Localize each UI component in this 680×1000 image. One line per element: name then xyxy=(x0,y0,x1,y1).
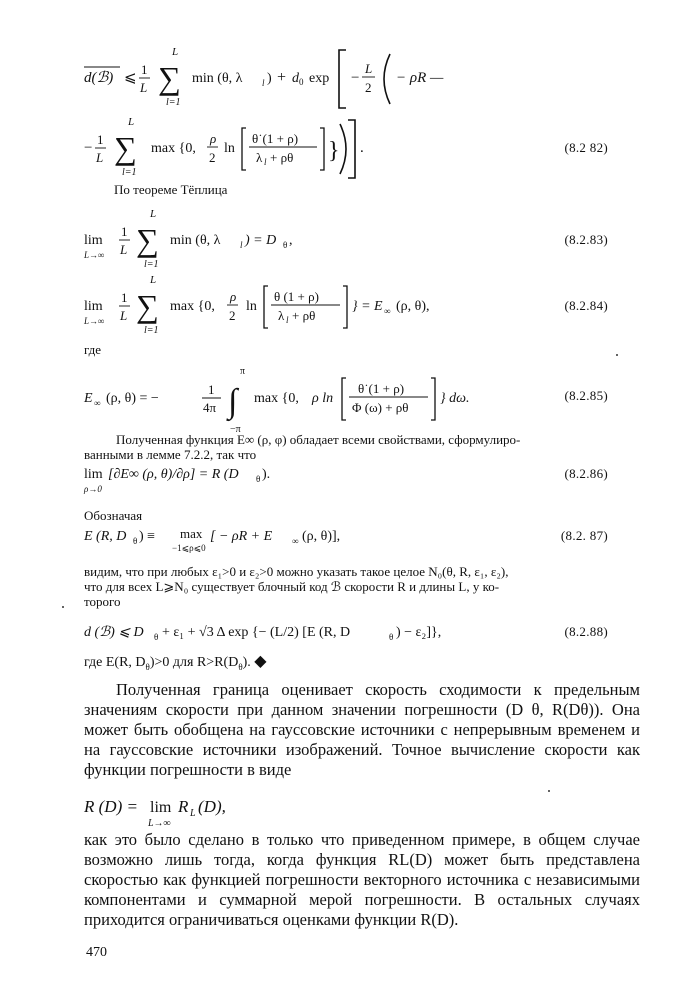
equation-8-2-86 xyxy=(84,460,644,500)
eq86-d-sub: θ xyxy=(256,474,261,484)
eq82-sum-top: L xyxy=(172,46,179,58)
eq82b-rho-num: ρ xyxy=(210,131,217,146)
eq84-inner-den-rest: + ρθ xyxy=(292,308,316,323)
eq87-max-sub: −1⩽ρ⩽0 xyxy=(172,543,206,553)
eq87-lhs: E (R, D xyxy=(84,529,127,544)
eq84-rhs: } = E xyxy=(352,299,383,314)
eq82-plus: + xyxy=(277,69,287,86)
equation-rd-limit xyxy=(84,792,644,832)
eq82-min-close: ) xyxy=(267,71,272,86)
eq82-neg-frac-den: 2 xyxy=(365,80,372,95)
eq86-body: [∂E∞ (ρ, θ)/∂ρ] = R (D xyxy=(108,467,239,482)
eq84-frac-den: L xyxy=(120,308,128,323)
eq85-inner-left-bracket xyxy=(342,378,346,420)
eq87-body: [ − ρR + E xyxy=(210,529,273,544)
print-speck xyxy=(62,606,64,608)
eq86-lim: lim xyxy=(84,467,103,482)
eq-rd-lim-sub: L→∞ xyxy=(148,818,171,829)
eq83-body: min (θ, λ xyxy=(170,233,221,248)
eq82b-inner-den-sub: l xyxy=(264,157,267,167)
equation-8-2-87 xyxy=(84,524,644,560)
gde-suffix: ). xyxy=(242,655,251,670)
eq87-lhs-sub: θ xyxy=(133,536,138,546)
eq84-frac-num: 1 xyxy=(121,290,128,305)
eq82b-sum-bottom: l=1 xyxy=(122,167,137,178)
eq82-minus-rho-r: − ρR — xyxy=(396,70,444,86)
equation-8-2-82-line1-svg xyxy=(84,42,644,112)
eq85-lhs-args: (ρ, θ) = − xyxy=(106,391,159,406)
equation-8-2-83 xyxy=(84,204,644,274)
eq82b-inner-left-bracket xyxy=(242,128,246,170)
eq84-ln: ln xyxy=(246,299,257,314)
print-speck xyxy=(548,790,550,792)
eq82b-period: . xyxy=(360,140,364,156)
eq82b-right-paren xyxy=(340,124,346,174)
eq84-inner-den: λ xyxy=(278,308,285,323)
eq84-inner-left-bracket xyxy=(264,286,268,328)
eq82-sum-sign: ∑ xyxy=(158,60,181,96)
eq82b-sum-sign: ∑ xyxy=(114,130,137,166)
para-small-2: ванными в лемме 7.2.2, так что xyxy=(84,447,257,462)
eq84-sum-bottom: l=1 xyxy=(144,325,159,336)
eq84-sum-top: L xyxy=(150,274,157,286)
equation-number-8-2-86: (8.2.86) xyxy=(564,466,608,481)
eq83-body-rest: ) = D xyxy=(245,233,277,248)
eq85-frac-num: 1 xyxy=(208,382,215,397)
eq82b-inner-den: λ xyxy=(256,150,263,165)
eq86-lim-sub: ρ→0 xyxy=(84,484,102,494)
page-number: 470 xyxy=(86,945,107,960)
eq82-frac-num: 1 xyxy=(141,62,148,77)
eq84-lim-sub: L→∞ xyxy=(84,316,105,326)
eq83-sum-top: L xyxy=(150,208,157,220)
eq82-exp: exp xyxy=(309,71,330,86)
para-small-5: торого xyxy=(84,594,121,609)
eq83-frac-num: 1 xyxy=(121,224,128,239)
equation-number-8-2-82: (8.2 82) xyxy=(564,140,608,155)
eq82b-closing-brace: } xyxy=(328,138,340,164)
eq84-rhs-args: (ρ, θ), xyxy=(396,299,430,314)
eq82b-inner-num: θ˙(1 + ρ) xyxy=(252,131,299,146)
print-speck xyxy=(616,354,618,356)
equation-rd-limit-svg xyxy=(84,792,644,832)
text-toeplitz: По теореме Тёплица xyxy=(114,182,228,197)
eq84-inner-den-sub: l xyxy=(286,315,289,325)
equation-8-2-85-svg xyxy=(84,362,644,438)
eq82-left-bracket xyxy=(339,50,346,108)
eq85-lhs: E xyxy=(84,391,93,406)
eq85-inner-den: Φ (ω) + ρθ xyxy=(352,400,409,415)
eq82b-frac-den: L xyxy=(96,150,104,165)
para-small-1: Полученная функция E∞ (ρ, φ) обладает всеми свойствами, сформулиро- xyxy=(116,432,521,447)
equation-8-2-86-svg xyxy=(84,460,644,500)
eq85-inner-right-bracket xyxy=(431,378,435,420)
gde-middle: )>0 для R>R(D xyxy=(149,655,239,670)
eq84-rho-num: ρ xyxy=(230,289,237,304)
equation-number-8-2-85: (8.2.85) xyxy=(564,388,608,403)
eq-rd-lim: lim xyxy=(150,799,172,816)
eq82b-sum-top: L xyxy=(128,116,135,128)
eq82b-ln: ln xyxy=(224,141,235,156)
para-large-2: как это было сделано в только что приведенном примере, в общем случае возможно лишь тогда, когда функция RL(D) может быть представлена скоростью как функцией погрешности векторного источника с независимыми компонентами и суммарной мерой погрешности. В остальных случаях приходится ограничиваться оценками функции R(D). xyxy=(84,830,640,929)
eq88-rest: + ε₁ + √3 Δ exp {− (L/2) [E (R, D xyxy=(162,625,351,640)
eq84-sum-sign: ∑ xyxy=(136,288,159,324)
eq84-max-open: max {0, xyxy=(170,299,215,314)
eq88-end: ) − ε₂]}, xyxy=(396,625,442,640)
eq83-end: , xyxy=(289,233,293,248)
equation-8-2-82-line2-svg xyxy=(84,112,644,182)
eq87-max: max xyxy=(180,526,203,541)
equation-8-2-88 xyxy=(84,614,644,648)
text-oboznachaya: Обозначая xyxy=(84,508,143,523)
eq83-sum-sign: ∑ xyxy=(136,222,159,258)
eq85-max-open: max {0, xyxy=(254,391,299,406)
eq82b-max-open: max {0, xyxy=(151,141,196,156)
equation-8-2-85 xyxy=(84,362,644,435)
eq82b-inner-right-bracket xyxy=(320,128,324,170)
equation-8-2-84-svg xyxy=(84,270,644,340)
equation-number-8-2-83: (8.2.83) xyxy=(564,232,608,247)
eq82-d0-sub: 0 xyxy=(299,77,304,87)
text-gde: где xyxy=(84,342,102,357)
eq82-minus: − xyxy=(351,70,360,86)
eq82-leq: ⩽ xyxy=(124,70,137,86)
eq82-min-sub: l xyxy=(262,78,265,88)
eq82-min-term: min (θ, λ xyxy=(192,71,243,86)
eq88-rest-sub: θ xyxy=(389,632,394,642)
eq85-rho-ln: ρ ln xyxy=(312,391,334,406)
eq83-lim: lim xyxy=(84,233,103,248)
eq-rd-lhs: R (D) = xyxy=(84,797,138,816)
eq83-sum-bottom: l=1 xyxy=(144,259,159,270)
equation-8-2-82-line2 xyxy=(84,112,644,182)
eq84-rho-den: 2 xyxy=(229,308,236,323)
eq82b-frac-num: 1 xyxy=(97,132,104,147)
eq82-d0: d xyxy=(292,71,299,86)
eq87-body-sub: ∞ xyxy=(292,536,299,546)
eq83-d-sub: θ xyxy=(283,240,288,250)
para-large-1: Полученная граница оценивает скорость сходимости к предельным значениям скорости при данном значении погрешности (D θ, R(Dθ)). Она может быть обобщена на гауссовские источники с непрерывным временем и на гауссовские источники изображений. Точное вычисление скорости как функции погрешности в виде xyxy=(84,680,640,779)
eq82b-inner-den-rest: + ρθ xyxy=(270,150,294,165)
eq82-neg-frac-num: L xyxy=(365,61,373,76)
equation-8-2-88-svg xyxy=(84,614,644,648)
eq82-frac-den: L xyxy=(140,80,148,95)
equation-8-2-84 xyxy=(84,270,644,340)
eq87-body-end: (ρ, θ)], xyxy=(302,529,341,544)
eq83-frac-den: L xyxy=(120,242,128,257)
gde-sub2: θ xyxy=(238,661,243,672)
text-gde-condition xyxy=(84,654,267,675)
gde-prefix: где E(R, D xyxy=(84,655,146,670)
equation-number-8-2-87: (8.2. 87) xyxy=(560,528,608,543)
eq84-inner-right-bracket xyxy=(343,286,347,328)
eq85-int-sign: ∫ xyxy=(228,383,238,420)
eq85-lhs-sub: ∞ xyxy=(94,398,101,408)
gde-sub1: θ xyxy=(145,661,150,672)
eq82-lhs: d(ℬ) xyxy=(84,70,114,86)
equation-8-2-82-line1 xyxy=(84,42,644,112)
eq83-lim-sub: L→∞ xyxy=(84,250,105,260)
equation-8-2-83-svg xyxy=(84,204,644,274)
eq83-body-sub: l xyxy=(240,240,243,250)
eq84-inner-num: θ (1 + ρ) xyxy=(274,289,319,304)
para-small-3: видим, что при любых ε₁>0 и ε₂>0 можно указать такое целое N₀(θ, R, ε₁, ε₂), xyxy=(84,564,509,579)
eq82b-rho-den: 2 xyxy=(209,150,216,165)
eq82-left-paren xyxy=(384,54,390,104)
eq82b-right-bracket xyxy=(348,120,355,178)
eq85-frac-den: 4π xyxy=(203,400,217,415)
eq85-int-bottom: −π xyxy=(230,424,241,435)
eq88-d-sub: θ xyxy=(154,632,159,642)
eq86-end: ). xyxy=(262,467,271,482)
equation-number-8-2-84: (8.2.84) xyxy=(564,298,608,313)
eq85-tail: } dω. xyxy=(440,391,470,406)
eq82b-minus: − xyxy=(84,140,93,156)
end-of-proof-diamond: ◆ xyxy=(254,653,267,670)
eq88-body: d (ℬ) ⩽ D xyxy=(84,625,144,640)
eq-rd-end: (D), xyxy=(198,797,226,816)
eq85-int-top: π xyxy=(240,366,246,377)
para-small-4: что для всех L⩾N₀ существует блочный код ℬ скорости R и длины L, у ко- xyxy=(84,579,500,594)
eq84-rhs-sub: ∞ xyxy=(384,306,391,316)
eq-rd-body-sub: L xyxy=(190,808,196,819)
eq85-inner-num: θ˙(1 + ρ) xyxy=(358,381,405,396)
eq87-lhs-end: ) ≡ xyxy=(139,529,156,544)
eq-rd-body: R xyxy=(178,797,189,816)
equation-number-8-2-88: (8.2.88) xyxy=(564,624,608,639)
eq84-lim: lim xyxy=(84,299,103,314)
eq82-sum-bottom: l=1 xyxy=(166,97,181,108)
